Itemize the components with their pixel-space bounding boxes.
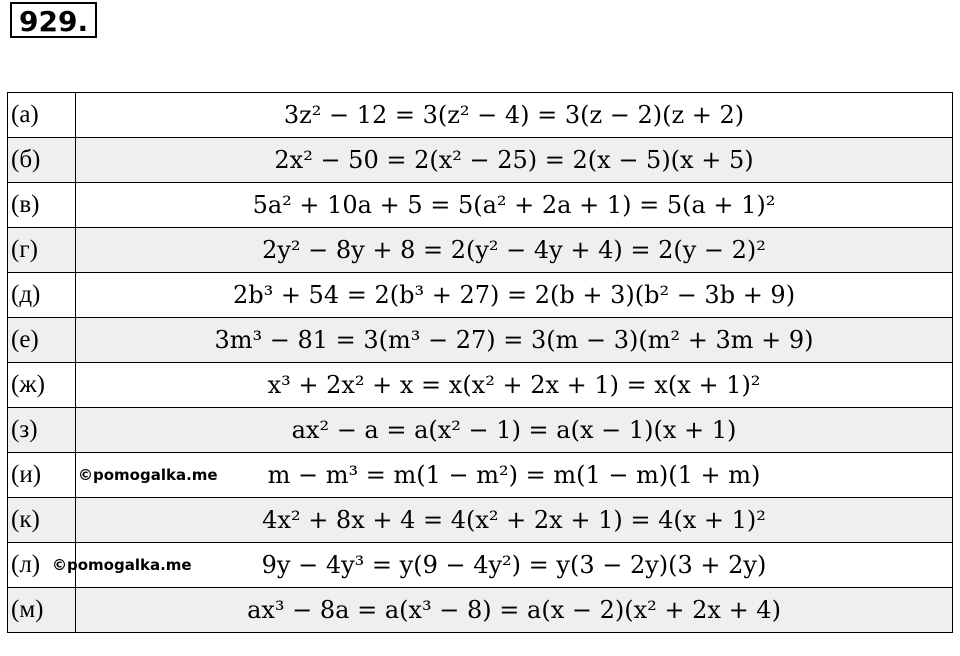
row-formula: 4x² + 8x + 4 = 4(x² + 2x + 1) = 4(x + 1)² — [76, 498, 953, 543]
row-label: (м) — [8, 588, 76, 633]
row-label: (и) — [8, 453, 76, 498]
row-label: (д) — [8, 273, 76, 318]
row-formula: x³ + 2x² + x = x(x² + 2x + 1) = x(x + 1)² — [76, 363, 953, 408]
table-row — [8, 138, 953, 183]
row-label: (б) — [8, 138, 76, 183]
solutions-table — [7, 92, 953, 633]
table-row — [8, 588, 953, 633]
row-formula: 2y² − 8y + 8 = 2(y² − 4y + 4) = 2(y − 2)² — [76, 228, 953, 273]
row-label: (к) — [8, 498, 76, 543]
table-row — [8, 228, 953, 273]
row-formula — [52, 543, 953, 588]
row-label: (г) — [8, 228, 76, 273]
row-label: (в) — [8, 183, 76, 228]
watermark: ©pomogalka.me — [52, 556, 192, 574]
problem-number: 929. — [10, 2, 97, 38]
table-row — [8, 93, 953, 138]
table-row — [8, 363, 953, 408]
row-formula: 5a² + 10a + 5 = 5(a² + 2a + 1) = 5(a + 1)² — [76, 183, 953, 228]
formula-text: m − m³ = m(1 − m²) = m(1 − m)(1 + m) — [267, 461, 761, 489]
row-label: (а) — [8, 93, 76, 138]
row-label: (е) — [8, 318, 76, 363]
row-label: (л) — [8, 543, 76, 588]
row-formula: 3z² − 12 = 3(z² − 4) = 3(z − 2)(z + 2) — [76, 93, 953, 138]
row-formula — [76, 453, 953, 498]
row-label: (ж) — [8, 363, 76, 408]
row-formula: 3m³ − 81 = 3(m³ − 27) = 3(m − 3)(m² + 3m + 9) — [76, 318, 953, 363]
table-row — [8, 273, 953, 318]
row-formula: ax² − a = a(x² − 1) = a(x − 1)(x + 1) — [76, 408, 953, 453]
table-row — [8, 498, 953, 543]
table-row — [8, 183, 953, 228]
table-row — [8, 453, 953, 498]
row-formula: ax³ − 8a = a(x³ − 8) = a(x − 2)(x² + 2x + 4) — [76, 588, 953, 633]
row-label: (з) — [8, 408, 76, 453]
table-row — [8, 543, 953, 588]
row-formula: 2x² − 50 = 2(x² − 25) = 2(x − 5)(x + 5) — [76, 138, 953, 183]
row-formula: 2b³ + 54 = 2(b³ + 27) = 2(b + 3)(b² − 3b + 9) — [76, 273, 953, 318]
watermark: ©pomogalka.me — [78, 466, 218, 484]
table-row — [8, 408, 953, 453]
formula-text: 9y − 4y³ = y(9 − 4y²) = y(3 − 2y)(3 + 2y) — [261, 551, 767, 579]
table-row — [8, 318, 953, 363]
